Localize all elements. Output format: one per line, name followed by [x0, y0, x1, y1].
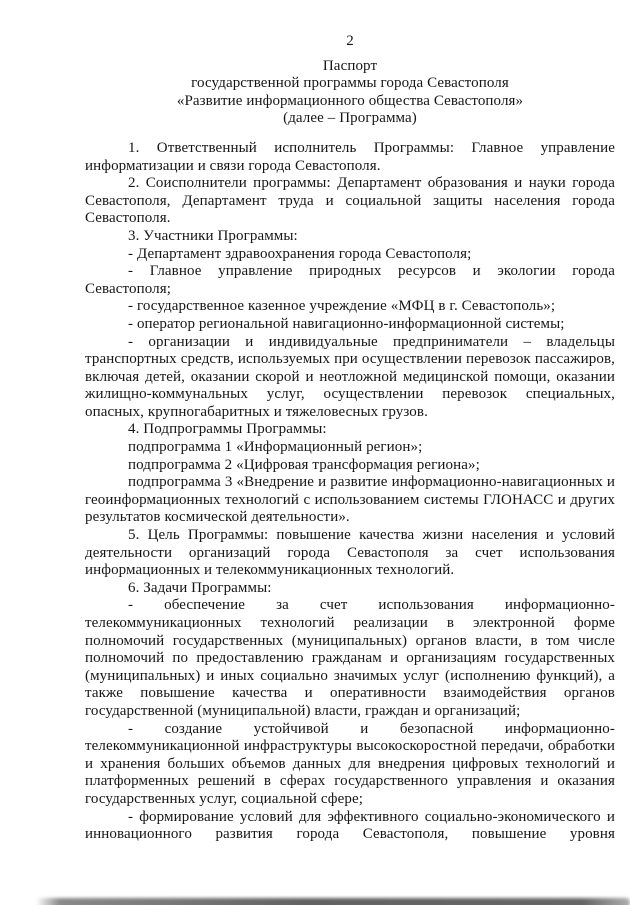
paragraph-15: - обеспечение за счет использования информационно-телекоммуникационных технологий реализации в электронной форме полномочий государственных (муниципальных) органов власти, в том числе полномочий по предоставлению гражданам и организациям государственных (муниципальных) и иных социально значимых услуг (исполнению функций), а также повышение качества и оперативности взаимодействия органов государственной (муниципальной) власти, граждан и организаций; — [85, 597, 615, 719]
doc-title-line-2: государственной программы города Севастополя — [191, 75, 509, 92]
paragraph-17: - формирование условий для эффективного социально-экономического и инновационного развития города Севастополя, повышение уровня — [85, 808, 615, 843]
document-content — [85, 33, 615, 844]
paragraph-10: подпрограмма 1 «Информационный регион»; — [128, 439, 423, 456]
document-title — [85, 58, 615, 128]
paragraph-7: - оператор региональной навигационно-информационной системы; — [128, 315, 565, 332]
paragraph-16: - создание устойчивой и безопасной информационно-телекоммуникационной инфраструктуры высокоскоростной передачи, обработки и хранения больших объемов данных для внедрения цифровых технологий и платформенных решений в сферах государственного управления и оказания государственных услуг, социальной сфере; — [85, 720, 615, 807]
paragraph-12: подпрограмма 3 «Внедрение и развитие информационно-навигационных и геоинформационных технологий с использованием системы ГЛОНАСС и других результатов космической деятельности». — [85, 474, 615, 526]
paragraph-9: 4. Подпрограммы Программы: — [128, 421, 327, 438]
doc-title-line-3: «Развитие информационного общества Севастополя» — [176, 92, 524, 109]
paragraph-13: 5. Цель Программы: повышение качества жизни населения и условий деятельности организаций города Севастополя за счет использования информационных и телекоммуникационных технологий. — [85, 527, 615, 579]
paragraph-8: - организации и индивидуальные предприниматели – владельцы транспортных средств, используемых при осуществлении перевозок пассажиров, включая детей, оказании скорой и неотложной медицинской помощи, оказании жилищно-коммунальных услуг, осуществлении перевозок специальных, опасных, крупногабаритных и тяжеловесных грузов. — [85, 333, 615, 420]
paragraph-2: 2. Соисполнители программы: Департамент образования и науки города Севастополя, Департамент труда и социальной защиты населения города Севастополя. — [85, 175, 615, 227]
paragraph-5: - Главное управление природных ресурсов и экологии города Севастополя; — [85, 263, 615, 297]
paragraph-4: - Департамент здравоохранения города Севастополя; — [128, 245, 472, 262]
doc-title-line-1: Паспорт — [322, 57, 378, 74]
paragraph-1: 1. Ответственный исполнитель Программы: Главное управление информатизации и связи города Севастополя. — [85, 139, 615, 174]
page-number: 2 — [346, 33, 354, 49]
paragraph-14: 6. Задачи Программы: — [128, 579, 272, 596]
paragraph-6: - государственное казенное учреждение «МФЦ в г. Севастополь»; — [128, 298, 556, 315]
scan-artifact-bottom — [36, 898, 630, 905]
doc-title-line-4: (далее – Программа) — [283, 110, 417, 127]
paragraph-3: 3. Участники Программы: — [128, 227, 298, 244]
document-body — [85, 140, 615, 844]
paragraph-11: подпрограмма 2 «Цифровая трансформация региона»; — [128, 456, 480, 473]
